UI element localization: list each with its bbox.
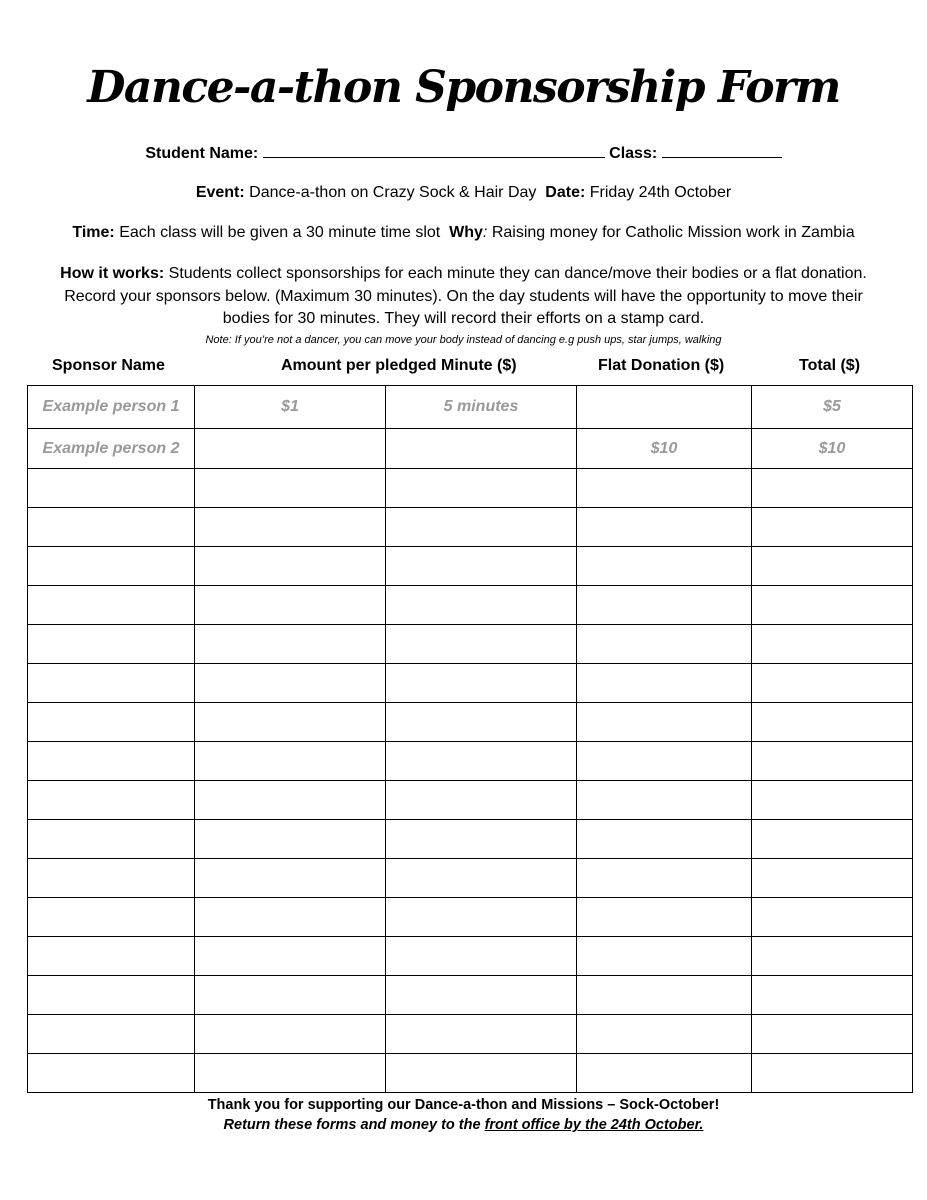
table-cell[interactable] (577, 976, 752, 1015)
table-cell[interactable] (752, 586, 913, 625)
table-cell[interactable] (195, 781, 386, 820)
table-cell[interactable] (386, 469, 577, 508)
table-row (28, 1054, 913, 1093)
table-cell[interactable] (195, 625, 386, 664)
header-flat-donation: Flat Donation ($) (598, 357, 725, 374)
table-cell[interactable] (28, 937, 195, 976)
student-name-field[interactable] (263, 143, 605, 158)
table-cell[interactable] (195, 1054, 386, 1093)
table-cell[interactable] (752, 937, 913, 976)
student-name-label: Student Name: (145, 145, 259, 162)
footer-return-prefix: Return these forms and money to the (223, 1117, 485, 1133)
table-cell[interactable]: Example person 2 (28, 429, 195, 469)
table-cell[interactable] (577, 742, 752, 781)
table-cell[interactable] (577, 547, 752, 586)
table-cell[interactable] (28, 820, 195, 859)
header-amount-per-minute: Amount per pledged Minute ($) (281, 357, 517, 374)
table-cell[interactable] (195, 508, 386, 547)
how-it-works (40, 263, 887, 331)
table-cell[interactable] (386, 742, 577, 781)
table-cell[interactable] (752, 1054, 913, 1093)
time-why-line (0, 223, 927, 243)
table-cell[interactable] (577, 625, 752, 664)
table-cell[interactable] (577, 820, 752, 859)
table-cell[interactable] (752, 859, 913, 898)
table-row (28, 1015, 913, 1054)
table-cell[interactable] (386, 508, 577, 547)
table-row (28, 703, 913, 742)
table-cell[interactable] (28, 508, 195, 547)
table-cell[interactable] (195, 469, 386, 508)
table-cell[interactable] (577, 386, 752, 429)
form-title: Dance-a-thon Sponsorship Form (87, 62, 840, 113)
table-row (28, 820, 913, 859)
table-cell[interactable] (28, 586, 195, 625)
table-cell[interactable]: Example person 1 (28, 386, 195, 429)
table-cell[interactable] (752, 664, 913, 703)
why-label: Why (449, 224, 483, 241)
table-cell[interactable] (577, 469, 752, 508)
table-cell[interactable] (386, 1015, 577, 1054)
table-cell[interactable] (28, 625, 195, 664)
table-cell[interactable]: $10 (577, 429, 752, 469)
note-text: Note: If you’re not a dancer, you can move your body instead of dancing e.g push ups, star jumps, walking (205, 334, 722, 346)
table-cell[interactable] (195, 703, 386, 742)
table-cell[interactable] (386, 547, 577, 586)
table-row (28, 429, 913, 469)
table-cell[interactable] (752, 508, 913, 547)
table-cell[interactable] (28, 781, 195, 820)
table-cell[interactable] (577, 586, 752, 625)
table-cell[interactable]: $1 (195, 386, 386, 429)
table-cell[interactable] (752, 625, 913, 664)
table-cell[interactable] (28, 1054, 195, 1093)
table-cell[interactable] (195, 742, 386, 781)
table-cell[interactable] (577, 898, 752, 937)
table-cell[interactable] (577, 703, 752, 742)
table-cell[interactable] (195, 429, 386, 469)
date-value: Friday 24th October (589, 184, 732, 201)
table-cell[interactable] (386, 625, 577, 664)
class-field[interactable] (662, 143, 782, 158)
table-cell[interactable] (28, 664, 195, 703)
table-cell[interactable] (386, 898, 577, 937)
footer-return-deadline: front office by the 24th October. (484, 1117, 704, 1133)
table-row (28, 547, 913, 586)
table-cell[interactable] (752, 976, 913, 1015)
table-cell[interactable] (195, 547, 386, 586)
how-label: How it works: (60, 265, 165, 282)
table-row (28, 664, 913, 703)
table-cell[interactable] (386, 820, 577, 859)
table-cell[interactable] (195, 1015, 386, 1054)
table-cell[interactable] (28, 547, 195, 586)
why-colon: : (482, 224, 488, 241)
table-cell[interactable] (195, 664, 386, 703)
table-row (28, 742, 913, 781)
sponsor-table (27, 385, 913, 1093)
table-cell[interactable] (577, 508, 752, 547)
event-line (0, 183, 927, 203)
table-cell[interactable] (28, 859, 195, 898)
table-cell[interactable] (577, 1054, 752, 1093)
table-row (28, 386, 913, 429)
table-cell[interactable] (577, 1015, 752, 1054)
table-row (28, 781, 913, 820)
table-cell[interactable] (28, 898, 195, 937)
why-value: Raising money for Catholic Mission work in Zambia (491, 224, 855, 241)
how-value: Students collect sponsorships for each minute they can dance/move their bodies or a flat donation. Record your sponsors below. (Maximum 30 minutes). On the day students will have the opportunity to move their bodies for 30 minutes. They will record their efforts on a stamp card. (64, 265, 867, 327)
table-cell[interactable] (386, 859, 577, 898)
table-cell[interactable] (28, 976, 195, 1015)
table-cell[interactable] (386, 976, 577, 1015)
footer-thanks: Thank you for supporting our Dance-a-thon and Missions – Sock-October! (207, 1097, 720, 1113)
table-cell[interactable]: $5 (752, 386, 913, 429)
table-cell[interactable] (577, 781, 752, 820)
table-cell[interactable] (195, 859, 386, 898)
event-label: Event: (195, 184, 245, 201)
table-cell[interactable] (386, 937, 577, 976)
class-label: Class: (609, 145, 658, 162)
table-cell[interactable] (28, 1015, 195, 1054)
student-class-line (0, 143, 927, 164)
table-cell[interactable] (386, 586, 577, 625)
table-cell[interactable] (386, 429, 577, 469)
header-sponsor-name: Sponsor Name (52, 357, 165, 374)
table-cell[interactable] (28, 469, 195, 508)
table-cell[interactable]: $10 (752, 429, 913, 469)
table-row (28, 859, 913, 898)
table-cell[interactable] (386, 1054, 577, 1093)
event-value: Dance-a-thon on Crazy Sock & Hair Day (249, 184, 537, 201)
time-value: Each class will be given a 30 minute time slot (119, 224, 441, 241)
table-cell[interactable] (28, 742, 195, 781)
table-cell[interactable] (195, 976, 386, 1015)
table-row (28, 508, 913, 547)
table-cell[interactable] (386, 703, 577, 742)
table-cell[interactable] (752, 703, 913, 742)
date-label: Date: (545, 184, 586, 201)
table-cell[interactable] (195, 820, 386, 859)
table-cell[interactable] (195, 898, 386, 937)
table-row (28, 898, 913, 937)
table-cell[interactable] (577, 664, 752, 703)
table-cell[interactable] (752, 781, 913, 820)
table-cell[interactable] (752, 820, 913, 859)
table-cell[interactable] (752, 898, 913, 937)
table-cell[interactable] (752, 1015, 913, 1054)
table-cell[interactable] (577, 859, 752, 898)
table-row (28, 625, 913, 664)
table-cell[interactable] (195, 586, 386, 625)
table-cell[interactable] (195, 937, 386, 976)
table-cell[interactable] (28, 703, 195, 742)
table-row (28, 586, 913, 625)
table-cell[interactable] (386, 664, 577, 703)
table-row (28, 469, 913, 508)
time-label: Time: (72, 224, 115, 241)
table-cell[interactable] (752, 742, 913, 781)
table-cell[interactable] (752, 547, 913, 586)
footer-return (0, 1115, 927, 1135)
header-total: Total ($) (799, 357, 861, 374)
table-row (28, 976, 913, 1015)
table-row (28, 937, 913, 976)
table-cell[interactable] (752, 469, 913, 508)
table-cell[interactable]: 5 minutes (386, 386, 577, 429)
table-cell[interactable] (577, 937, 752, 976)
table-cell[interactable] (386, 781, 577, 820)
